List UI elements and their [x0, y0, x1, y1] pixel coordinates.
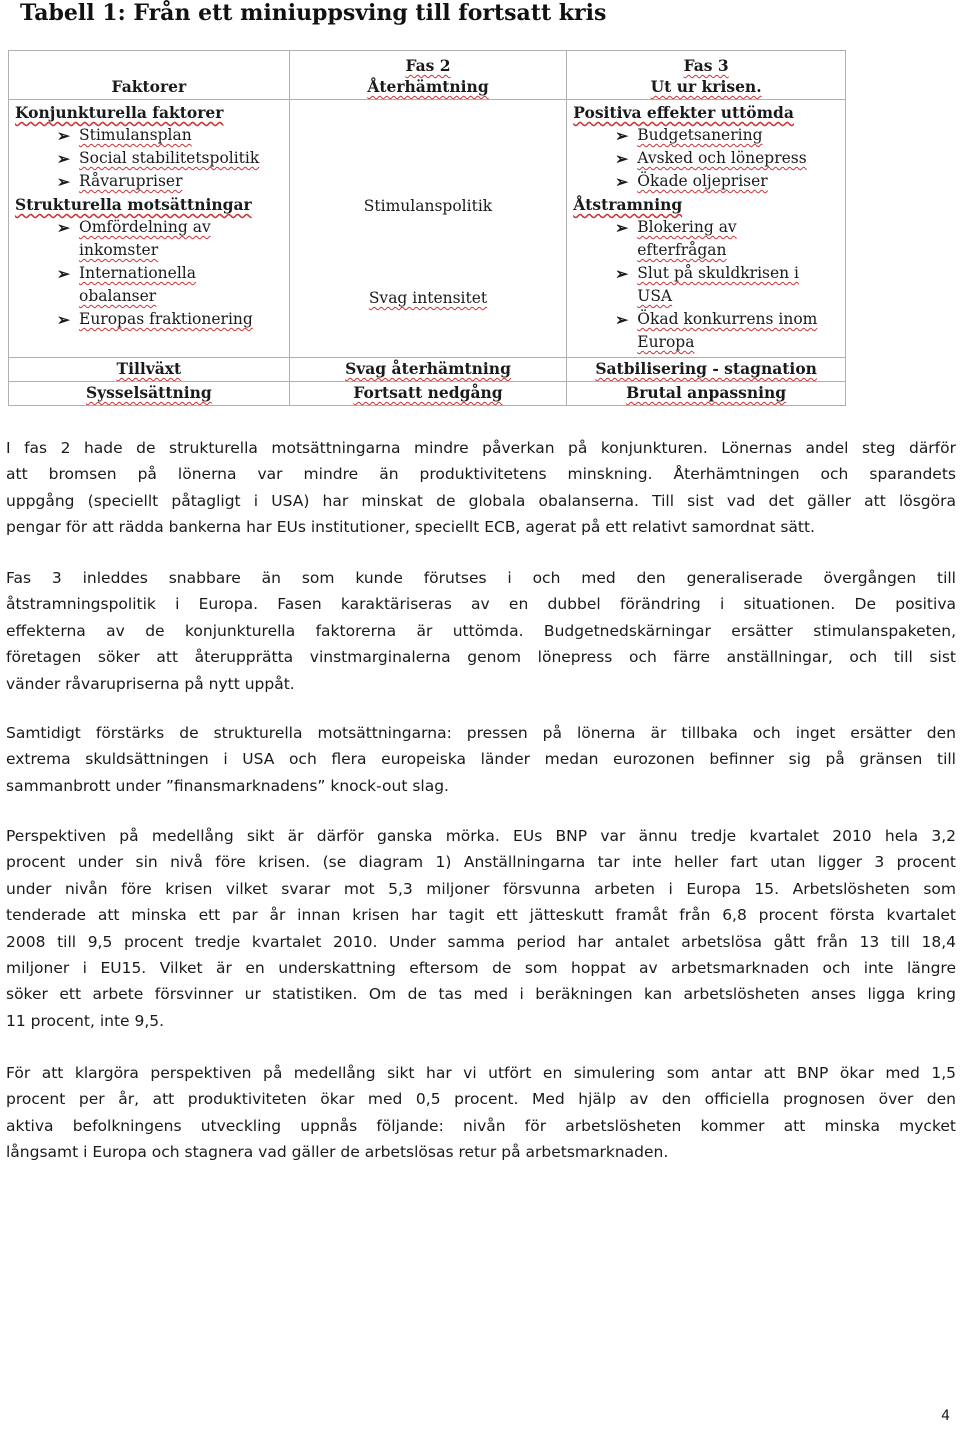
text-line: I fas 2 hade de strukturella motsättningarna mindre påverkan på konjunkturen. Lönernas andel steg därför: [6, 439, 956, 457]
header-phase2-sub: Återhämtning: [367, 77, 489, 96]
text-line: 2008 till 9,5 procent tredje kvartalet 2010. Under samma period har antalet arbetslösa gått från 13 till 18,4: [6, 932, 956, 951]
text-line: pengar för att rädda bankerna har EUs institutioner, speciellt ECB, agerat på ett relativt samordnat sätt.: [6, 518, 815, 537]
row-value-phase2: Fortsatt nedgång: [289, 382, 567, 406]
arrow-bullet-icon: ➢: [615, 126, 629, 145]
list-item: [15, 262, 283, 285]
header-phase2-label: Fas 2: [405, 56, 451, 75]
item-text: Ökade oljepriser: [637, 172, 768, 190]
group-heading: Konjunkturella faktorer: [15, 103, 224, 122]
item-text: obalanser: [79, 287, 157, 305]
header-phase3-sub: Ut ur krisen.: [650, 77, 762, 96]
item-text: Råvarupriser: [79, 172, 183, 190]
text-line: söker ett arbete försvinner ur statistiken. Om de tas med i beräkningen kan arbetslösheten anses ligga kring: [6, 985, 956, 1004]
factors-cell: [9, 100, 290, 358]
text-line: effekterna av de konjunkturella faktorerna är uttömda. Budgetnedskärningar ersätter stimulanspaketen,: [6, 621, 956, 640]
item-text: USA: [637, 287, 673, 305]
text-line: företagen söker att återupprätta vinstmarginalerna genom lönepress och färre anställningar, och till sist: [6, 648, 956, 667]
phase2-policy: Stimulanspolitik: [363, 197, 493, 215]
row-label: Tillväxt: [9, 358, 290, 382]
item-text: Stimulansplan: [79, 126, 192, 144]
text-line: Samtidigt förstärks de strukturella motsättningarna: pressen på lönerna är tillbaka och inget ersätter den: [6, 724, 956, 742]
paragraph-5: [6, 1060, 956, 1166]
list-item-continuation: [573, 331, 839, 354]
list-item-continuation: [573, 285, 839, 308]
item-text: Social stabilitetspolitik: [79, 149, 260, 167]
phase-table: [8, 50, 846, 406]
text-line: långsamt i Europa och stagnera vad gäller de arbetslösas retur på arbetsmarknaden.: [6, 1143, 669, 1162]
arrow-bullet-icon: ➢: [615, 172, 629, 191]
item-text: inkomster: [79, 241, 159, 259]
text-line: 11 procent, inte 9,5.: [6, 1011, 165, 1030]
arrow-bullet-icon: ➢: [615, 310, 629, 329]
list-item-continuation: [15, 239, 283, 262]
header-factors-label: Faktorer: [111, 77, 187, 96]
group-heading: Positiva effekter uttömda: [573, 103, 794, 122]
text-line: tenderade att minska ett par år innan krisen har tagit ett jätteskutt framåt från 6,8 procent första kvartalet: [6, 906, 956, 925]
text-line: Perspektiven på medellång sikt är därför ganska mörka. EUs BNP var ännu tredje kvartalet 2010 hela 3,2: [6, 827, 956, 845]
group-heading: Strukturella motsättningar: [15, 195, 252, 214]
phase2-cell: [289, 100, 567, 358]
paragraph-3: [6, 720, 956, 799]
group-heading: Åtstramning: [573, 195, 683, 214]
item-text: Blokering av: [637, 218, 737, 236]
text-line: Fas 3 inleddes snabbare än som kunde förutses i och med den generaliserade övergången till: [6, 569, 956, 587]
text-line: miljoner i EU15. Vilket är en underskattning eftersom de som hoppat av arbetsmarknaden och inte längre: [6, 959, 956, 978]
table-row-employment: [9, 382, 846, 406]
header-phase2: [289, 51, 567, 100]
list-item: [15, 170, 283, 193]
item-text: Internationella: [79, 264, 196, 282]
paragraph-4: [6, 823, 956, 1034]
arrow-bullet-icon: ➢: [57, 149, 70, 168]
text-line: sammanbrott under ”finansmarknadens” knock-out slag.: [6, 776, 449, 795]
list-item: [573, 216, 839, 239]
table-body-row: [9, 100, 846, 358]
item-text: Avsked och lönepress: [637, 149, 807, 167]
row-label: Sysselsättning: [9, 382, 290, 406]
item-text: Europas fraktionering: [79, 310, 253, 328]
list-item: [573, 262, 839, 285]
list-item: [15, 147, 283, 170]
item-text: Slut på skuldkrisen i: [637, 264, 800, 282]
page-number: 4: [941, 1408, 950, 1424]
paragraph-2: [6, 565, 956, 697]
list-item: [573, 147, 839, 170]
item-text: Omfördelning av: [79, 218, 211, 236]
text-line: uppgång (speciellt påtagligt i USA) har minskat de globala obalanserna. Till sist vad det gäller att lösgöra: [6, 491, 956, 510]
text-line: vänder råvarupriserna på nytt uppåt.: [6, 674, 295, 693]
header-phase3-label: Fas 3: [683, 56, 729, 75]
list-item-continuation: [15, 285, 283, 308]
arrow-bullet-icon: ➢: [57, 264, 70, 283]
header-phase3: [567, 51, 846, 100]
item-text: Europa: [637, 333, 695, 351]
item-text: Budgetsanering: [637, 126, 763, 144]
text-line: åtstramningspolitik i Europa. Fasen karaktäriseras av en dubbel förändring i situationen. De positiva: [6, 595, 956, 614]
arrow-bullet-icon: ➢: [57, 310, 70, 329]
text-line: För att klargöra perspektiven på medellång sikt har vi utfört en simulering som antar att BNP ökar med 1,5: [6, 1064, 956, 1082]
header-factors: [9, 51, 290, 100]
row-value-phase3: Satbilisering - stagnation: [567, 358, 846, 382]
list-item-continuation: [573, 239, 839, 262]
phase3-cell: [567, 100, 846, 358]
text-line: aktiva befolkningens utveckling uppnås följande: nivån för arbetslösheten kommer att minska mycket: [6, 1116, 956, 1135]
row-value-phase3: Brutal anpassning: [567, 382, 846, 406]
page-title: Tabell 1: Från ett miniuppsving till fortsatt kris: [20, 0, 607, 26]
item-text: Ökad konkurrens inom: [637, 310, 818, 328]
paragraph-1: [6, 435, 956, 541]
phase2-intensity: Svag intensitet: [368, 289, 488, 307]
table-row-growth: [9, 358, 846, 382]
text-line: extrema skuldsättningen i USA och flera europeiska länder medan eurozonen befinner sig på gränsen till: [6, 750, 956, 769]
arrow-bullet-icon: ➢: [615, 218, 629, 237]
text-line: procent per år, att produktiviteten ökar med 0,5 procent. Med hjälp av den officiella prognosen över den: [6, 1090, 956, 1109]
list-item: [573, 124, 839, 147]
arrow-bullet-icon: ➢: [615, 149, 629, 168]
list-item: [15, 124, 283, 147]
arrow-bullet-icon: ➢: [57, 218, 70, 237]
table-header-row: [9, 51, 846, 100]
text-line: att bromsen på lönerna var mindre än produktivitetens minskning. Återhämtningen och sparandets: [6, 465, 956, 484]
arrow-bullet-icon: ➢: [615, 264, 629, 283]
list-item: [15, 308, 283, 331]
list-item: [573, 308, 839, 331]
item-text: efterfrågan: [637, 241, 727, 259]
text-line: procent under sin nivå före krisen. (se diagram 1) Anställningarna tar inte heller fart utan ligger 3 procent: [6, 853, 956, 872]
text-line: under nivån före krisen vilket svarar mot 5,3 miljoner försvunna arbeten i Europa 15. Arbetslösheten som: [6, 879, 956, 898]
arrow-bullet-icon: ➢: [57, 126, 70, 145]
row-value-phase2: Svag återhämtning: [289, 358, 567, 382]
arrow-bullet-icon: ➢: [57, 172, 70, 191]
list-item: [15, 216, 283, 239]
list-item: [573, 170, 839, 193]
